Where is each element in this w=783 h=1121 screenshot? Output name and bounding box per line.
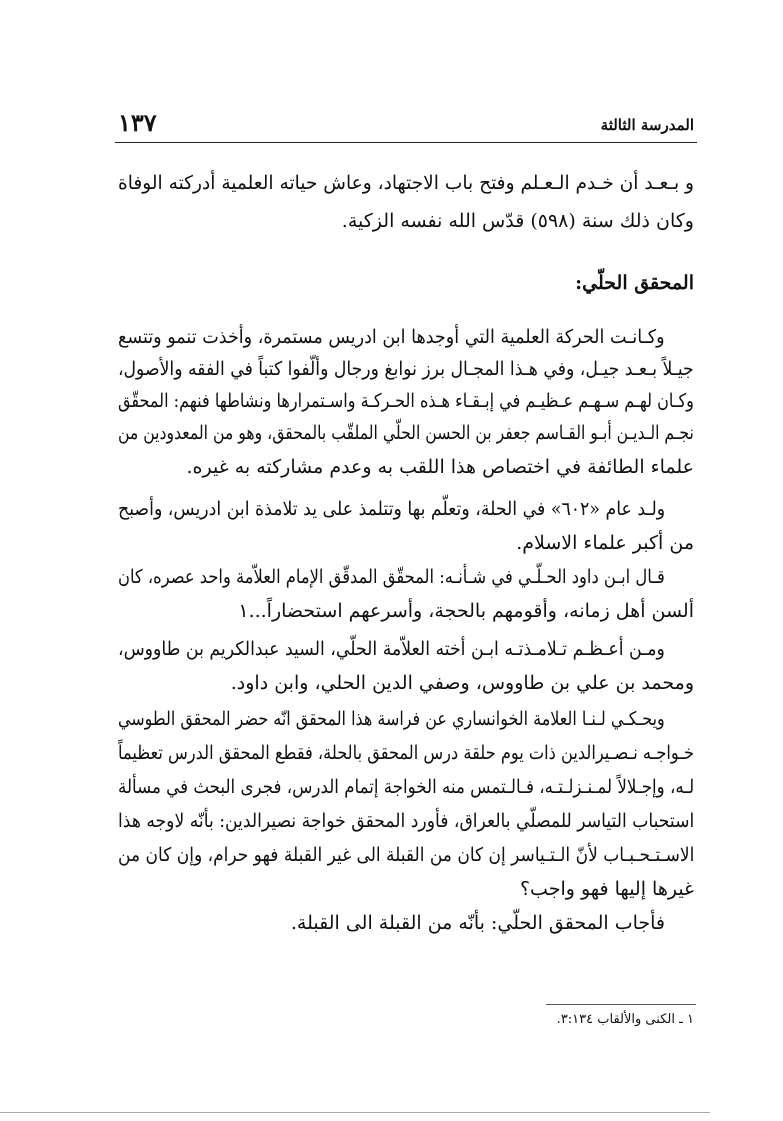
- footnote: ١ ـ الكنى والألقاب ٣:١٣٤.: [556, 1012, 694, 1027]
- paragraph-line: نجـم الـديـن أبـو القـاسم جعفر بن الحسن الحلّي الملقّب بالمحقق، وهو من المعدودين من: [118, 422, 694, 444]
- paragraph-line: غيرها إليها فهو واجب؟: [519, 878, 694, 900]
- section-heading: المحقق الحلّي:: [575, 272, 694, 294]
- header-divider: [115, 142, 697, 143]
- paragraph-line: لـه، وإجـلالاً لمـنـزلـتـه، فـالـتمس منه الخواجة إتمام الدرس، فجرى البحث في مسألة: [117, 776, 694, 798]
- paragraph-line: استحباب التياسر للمصلّي بالعراق، فأورد المحقق خواجة نصيرالدين: بأنّه لاوجه هذا: [117, 810, 694, 832]
- paragraph-line: ويحـكـي لـنـا العلامة الخوانساري عن فراسة هذا المحقق انّه حضر المحقق الطوسي: [118, 708, 665, 730]
- paragraph-line: و بـعـد أن خـدم الـعـلم وفتح باب الاجتهاد، وعاش حياته العلمية أدركته الوفاة: [118, 172, 694, 194]
- scan-edge-line: [0, 1112, 710, 1113]
- paragraph-line: ولـد عام «٦٠٢» في الحلة، وتعلّم بها وتتلمذ على يد تلامذة ابن ادريس، وأصبح: [117, 498, 665, 520]
- paragraph-line: وكـان لهـم سـهـم عـظيـم في إبـقـاء هـذه الحـركـة واسـتمرارها ونشاطها فنهم: المحقّق: [118, 390, 694, 412]
- chapter-title: المدرسة الثالثة: [600, 116, 694, 134]
- paragraph-line: فأجاب المحقق الحلّي: بأنّه من القبلة الى القبلة.: [290, 912, 665, 934]
- paragraph-line: علماء الطائفة في اختصاص هذا اللقب به وعدم مشاركته به غيره.: [186, 456, 694, 478]
- paragraph-line: الاسـتـحـبـاب لأنّ الـتـياسر إن كان من القبلة الى غير القبلة فهو حرام، وإن كان من: [117, 844, 694, 866]
- paragraph-line: من أكبر علماء الاسلام.: [516, 532, 694, 554]
- paragraph-line: ألسن أهل زمانه، وأقومهم بالحجة، وأسرعهم استحضاراً...١: [238, 600, 694, 622]
- paragraph-line: جيـلاً بـعـد جيـل، وفي هـذا المجـال برز نوابغ ورجال وألّفوا كتباً في الفقه والأصول،: [118, 358, 694, 380]
- page-number: ١٣٧: [118, 108, 157, 137]
- paragraph-line: وكـانـت الحركة العلمية التي أوجدها ابن ادريس مستمرة، وأخذت تنمو وتتسع: [118, 326, 665, 348]
- paragraph-line: وكان ذلك سنة (٥٩٨) قدّس الله نفسه الزكية.: [341, 210, 694, 232]
- paragraph-line: خـواجـه نـصـيرالدين ذات يوم حلقة درس المحقق بالحلة، فقطع المحقق الدرس تعظيماً: [117, 742, 694, 764]
- running-header: [118, 108, 694, 138]
- paragraph-line: قـال ابـن داود الحـلّـي في شـأنـه: المحقّق المدقّق الإمام العلاّمة واحد عصره، كان: [118, 566, 665, 588]
- paragraph-line: ومحمد بن علي بن طاووس، وصفي الدين الحلي، وابن داود.: [230, 672, 694, 694]
- footnote-divider: [546, 1004, 696, 1005]
- paragraph-line: ومـن أعـظـم تـلامـذتـه ابـن أخته العلاّمة الحلّي، السيد عبدالكريم بن طاووس،: [118, 638, 665, 660]
